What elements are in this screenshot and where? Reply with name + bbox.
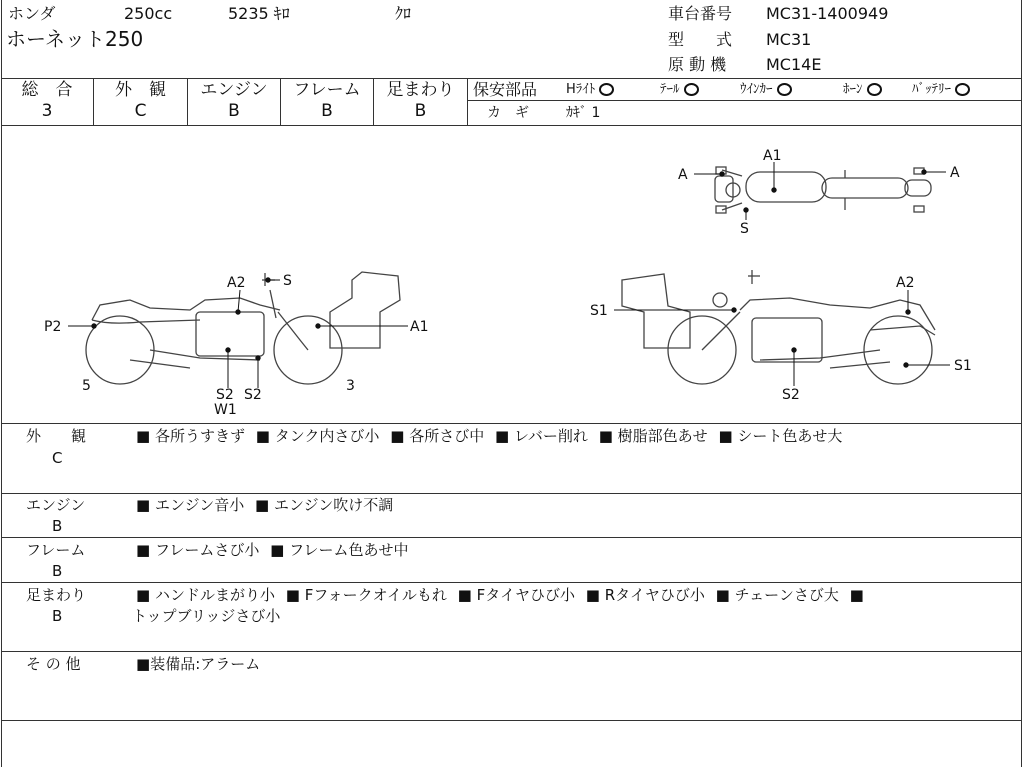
note-item: エンジン吹け不調: [273, 496, 394, 514]
note-item: チェーンさび大: [734, 586, 839, 604]
bullet-icon: [255, 496, 269, 514]
note-item: Fフォークオイルもれ: [304, 586, 447, 604]
safety-item-headlight: [566, 83, 614, 96]
note-item: Rタイヤひび小: [604, 586, 705, 604]
grade-value: B: [321, 101, 333, 121]
section-grade: C: [52, 449, 63, 467]
grade-value: B: [228, 101, 240, 121]
safety-item-label: Hﾗｲﾄ: [566, 82, 596, 97]
engine-value: MC14E: [766, 55, 822, 74]
type-value: MC31: [766, 30, 812, 49]
bullet-icon: [586, 586, 600, 604]
diag-left-p2: P2: [44, 319, 62, 335]
section-rule: [1, 537, 1022, 538]
note-item: 各所さび中: [409, 427, 485, 445]
check-circle-icon: [777, 83, 792, 96]
note-item: タンク内さび小: [274, 427, 380, 445]
bullet-icon: [136, 427, 150, 445]
bullet-icon: [495, 427, 509, 445]
diag-left-w1: W1: [214, 402, 237, 418]
note-item: 装備品:アラーム: [150, 655, 261, 673]
note-item: トップブリッジさび小: [132, 607, 281, 625]
note-item: 各所うすきず: [154, 427, 245, 445]
safety-item-label: ﾃｰﾙ: [660, 82, 680, 97]
bullet-icon: [270, 541, 284, 559]
diag-left-a2: A2: [227, 275, 246, 291]
diag-left-3: 3: [346, 378, 355, 394]
check-circle-icon: [684, 83, 699, 96]
safety-item-tail: [660, 83, 699, 96]
section-rule: [1, 720, 1022, 721]
note-item: 樹脂部色あせ: [617, 427, 708, 445]
check-circle-icon: [599, 83, 614, 96]
section-items: [136, 588, 864, 603]
engine-label: 原 動 機: [668, 55, 727, 74]
diag-top-a-left: A: [678, 167, 688, 183]
note-item: Fタイヤひび小: [476, 586, 575, 604]
section-items: [136, 657, 260, 672]
mileage: 5235 ｷﾛ: [228, 4, 290, 23]
section-grade: B: [52, 607, 63, 625]
maker: ホンダ: [8, 4, 56, 23]
bullet-icon: [286, 586, 300, 604]
section-rule: [1, 651, 1022, 652]
bike-top-view: [715, 167, 931, 213]
grade-divider: [467, 78, 468, 125]
bullet-icon: [136, 541, 150, 559]
safety-item-label: ﾊﾞｯﾃﾘｰ: [912, 82, 951, 97]
grade-label: フレーム: [293, 80, 361, 100]
safety-rule: [467, 100, 1022, 101]
bullet-icon: [716, 586, 730, 604]
section-grade: B: [52, 517, 63, 535]
bullet-icon: [850, 586, 864, 604]
diag-right-s2: S2: [782, 387, 800, 403]
bullet-icon: [599, 427, 613, 445]
diag-right-a2: A2: [896, 275, 915, 291]
grade-label: 足まわり: [386, 80, 455, 100]
bullet-icon: [458, 586, 472, 604]
diag-top-a-right: A: [950, 165, 960, 181]
section-rule: [1, 493, 1022, 494]
bike-diagram: [0, 126, 1024, 423]
section-items: [136, 498, 393, 513]
diag-left-s2b: S2: [244, 387, 262, 403]
check-circle-icon: [867, 83, 882, 96]
safety-label: 保安部品: [473, 80, 538, 99]
type-label: 型 式: [668, 30, 733, 49]
diag-left-s: S: [283, 273, 292, 289]
diag-right-s1-left: S1: [590, 303, 608, 319]
grade-value: C: [134, 101, 147, 121]
grade-label: 外 観: [115, 80, 166, 100]
frame-no-label: 車台番号: [668, 4, 733, 23]
key-label: カ ギ: [487, 105, 529, 121]
section-grade: B: [52, 562, 63, 580]
grade-top-rule: [1, 78, 1022, 79]
color: ｸﾛ: [395, 4, 412, 23]
bullet-icon: [256, 427, 270, 445]
grade-label: エンジン: [200, 80, 268, 100]
safety-item-label: ｳｲﾝｶｰ: [740, 82, 773, 97]
note-item: フレームさび小: [154, 541, 260, 559]
section-title: 外 観: [26, 427, 87, 445]
grade-label: 総 合: [21, 80, 73, 100]
safety-item-winker: [740, 83, 792, 96]
diag-left-s2a: S2: [216, 387, 234, 403]
section-items: [136, 429, 842, 444]
bike-right-view: [622, 270, 935, 384]
safety-item-horn: [843, 83, 882, 96]
safety-item-label: ﾎｰﾝ: [843, 82, 863, 97]
diag-top-s: S: [740, 221, 749, 237]
model-name: ホーネット250: [6, 27, 144, 51]
diagram-bottom-rule: [1, 423, 1022, 424]
section-title: フレーム: [26, 541, 86, 559]
bullet-icon: [718, 427, 732, 445]
diag-top-a1: A1: [763, 148, 782, 164]
section-title: エンジン: [26, 496, 86, 514]
section-title: そ の 他: [26, 655, 81, 673]
grade-value: 3: [41, 101, 53, 121]
displacement: 250cc: [124, 4, 173, 23]
frame-no: MC31-1400949: [766, 4, 889, 23]
section-title: 足まわり: [26, 586, 87, 604]
note-item: エンジン音小: [154, 496, 245, 514]
bullet-icon: [136, 655, 150, 673]
note-item: シート色あせ大: [737, 427, 843, 445]
diag-right-s1-right: S1: [954, 358, 972, 374]
diag-left-a1: A1: [410, 319, 429, 335]
bullet-icon: [390, 427, 404, 445]
section-items: [136, 543, 409, 558]
key-value: ｶｷﾞ 1: [566, 105, 601, 121]
note-item: レバー削れ: [513, 427, 588, 445]
diag-left-5: 5: [82, 378, 91, 394]
note-item: ハンドルまがり小: [154, 586, 275, 604]
bullet-icon: [136, 586, 150, 604]
safety-item-battery: [912, 83, 970, 96]
check-circle-icon: [955, 83, 970, 96]
grade-value: B: [414, 101, 427, 121]
note-item: フレーム色あせ中: [289, 541, 409, 559]
bullet-icon: [136, 496, 150, 514]
section-rule: [1, 582, 1022, 583]
